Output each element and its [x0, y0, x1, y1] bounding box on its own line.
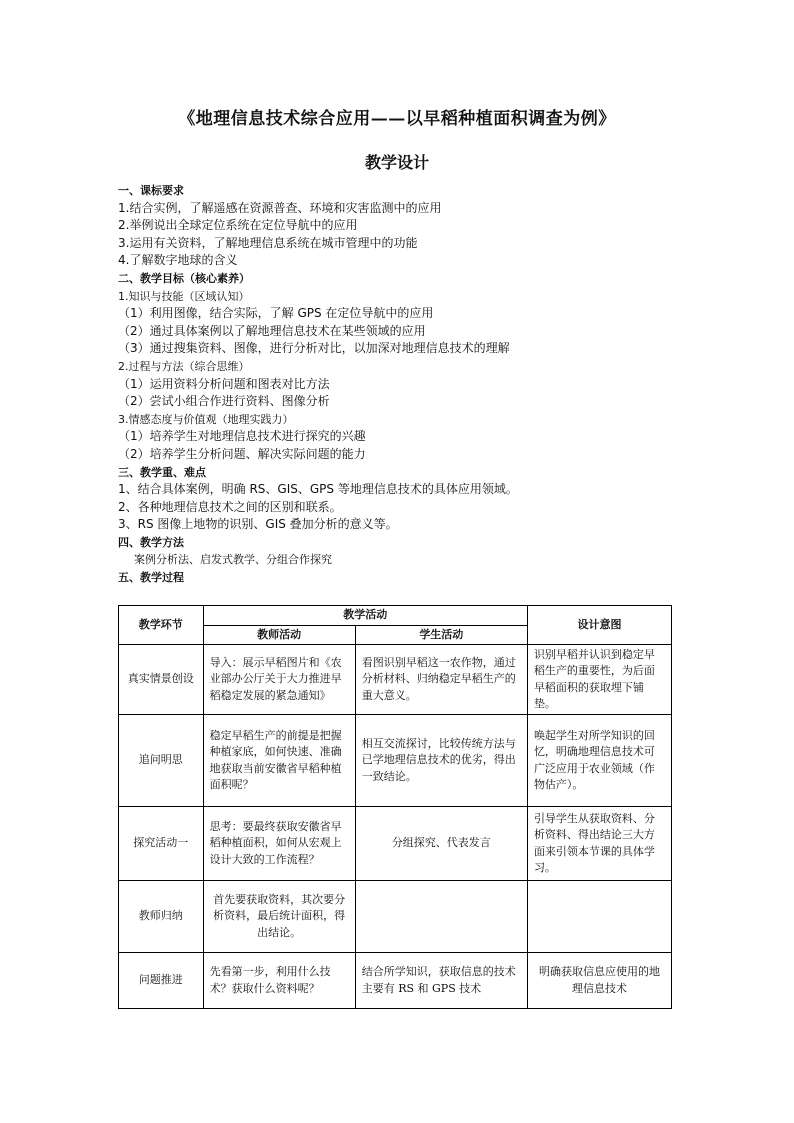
curriculum-item: 2.举例说出全球定位系统在定位导航中的应用 [118, 218, 358, 233]
goal-item: （1）培养学生对地理信息技术进行探究的兴趣 [118, 429, 366, 444]
stage-cell: 探究活动一 [119, 807, 204, 881]
curriculum-item: 3.运用有关资料，了解地理信息系统在城市管理中的功能 [118, 235, 418, 250]
teacher-cell: 首先要获取资料，其次要分析资料，最后统计面积，得出结论。 [203, 881, 355, 953]
teacher-cell: 思考：要最终获取安徽省早稻种植面积，如何从宏观上设计大致的工作流程？ [203, 807, 355, 881]
curriculum-item: 1.结合实例，了解遥感在资源普查、环境和灾害监测中的应用 [118, 200, 442, 215]
key-point-item: 3、RS 图像上地物的识别、GIS 叠加分析的意义等。 [118, 517, 398, 532]
table-row [119, 807, 672, 881]
stage-cell: 教师归纳 [119, 881, 204, 953]
teacher-cell: 稳定早稻生产的前提是把握种植家底，如何快速、准确地获取当前安徽省早稻种植面积呢？ [203, 715, 355, 807]
goal-group-process: 2.过程与方法（综合思维） [118, 359, 250, 373]
stage-cell: 追问明思 [119, 715, 204, 807]
header-intent: 设计意图 [527, 606, 671, 645]
curriculum-item: 4.了解数字地球的含义 [118, 253, 238, 268]
document-body [118, 182, 698, 587]
teacher-cell: 导入：展示早稻图片和《农业部办公厅关于大力推进早稻稳定发展的紧急通知》 [203, 645, 355, 715]
section-heading-process: 五、教学过程 [118, 571, 184, 585]
student-cell: 分组探究、代表发言 [355, 807, 527, 881]
page-title: 《地理信息技术综合应用——以早稻种植面积调查为例》 [178, 109, 616, 129]
table-row [119, 715, 672, 807]
intent-cell [527, 881, 671, 953]
stage-cell: 问题推进 [119, 953, 204, 1009]
goal-item: （2）培养学生分析问题、解决实际问题的能力 [118, 446, 366, 461]
goal-item: （1）运用资料分析问题和图表对比方法 [118, 376, 330, 391]
intent-cell: 唤起学生对所学知识的回忆，明确地理信息技术可广泛应用于农业领域（作物估产）。 [527, 715, 671, 807]
student-cell: 结合所学知识，获取信息的技术主要有 RS 和 GPS 技术 [355, 953, 527, 1009]
goal-item: （2）通过具体案例以了解地理信息技术在某些领域的应用 [118, 323, 426, 338]
header-teacher: 教师活动 [203, 625, 355, 645]
table-row [119, 881, 672, 953]
intent-cell: 明确获取信息应使用的地理信息技术 [527, 953, 671, 1009]
page-subtitle: 教学设计 [364, 153, 429, 172]
methods-text: 案例分析法、启发式教学、分组合作探究 [134, 553, 332, 567]
section-heading-curriculum: 一、课标要求 [118, 184, 184, 197]
header-activity: 教学活动 [203, 606, 527, 626]
goal-group-attitude: 3.情感态度与价值观（地理实践力） [118, 412, 294, 426]
student-cell: 看图识别早稻这一农作物，通过分析材料、归纳稳定早稻生产的重大意义。 [355, 645, 527, 715]
header-student: 学生活动 [355, 625, 527, 645]
section-heading-key-points: 三、教学重、难点 [118, 465, 206, 479]
teaching-process-table [118, 605, 672, 1009]
goal-group-knowledge: 1.知识与技能（区域认知） [118, 289, 250, 303]
intent-cell: 引导学生从获取资料、分析资料、得出结论三大方面来引领本节课的具体学习。 [527, 807, 671, 881]
key-point-item: 1、结合具体案例，明确 RS、GIS、GPS 等地理信息技术的具体应用领域。 [118, 482, 518, 497]
key-point-item: 2、各种地理信息技术之间的区别和联系。 [118, 499, 342, 514]
goal-item: （2）尝试小组合作进行资料、图像分析 [118, 394, 330, 409]
goal-item: （3）通过搜集资料、图像，进行分析对比，以加深对地理信息技术的理解 [118, 341, 510, 356]
header-stage: 教学环节 [119, 606, 204, 645]
table-row [119, 953, 672, 1009]
table-header-row [119, 606, 672, 626]
section-heading-methods: 四、教学方法 [118, 535, 184, 549]
table-row [119, 645, 672, 715]
intent-cell: 识别早稻并认识到稳定早稻生产的重要性，为后面早稻面积的获取埋下铺垫。 [527, 645, 671, 715]
goal-item: （1）利用图像，结合实际，了解 GPS 在定位导航中的应用 [118, 306, 434, 321]
section-heading-goals: 二、教学目标（核心素养） [118, 271, 250, 285]
student-cell [355, 881, 527, 953]
stage-cell: 真实情景创设 [119, 645, 204, 715]
teacher-cell: 先看第一步，利用什么技术？获取什么资料呢？ [203, 953, 355, 1009]
student-cell: 相互交流探讨，比较传统方法与已学地理信息技术的优劣，得出一致结论。 [355, 715, 527, 807]
